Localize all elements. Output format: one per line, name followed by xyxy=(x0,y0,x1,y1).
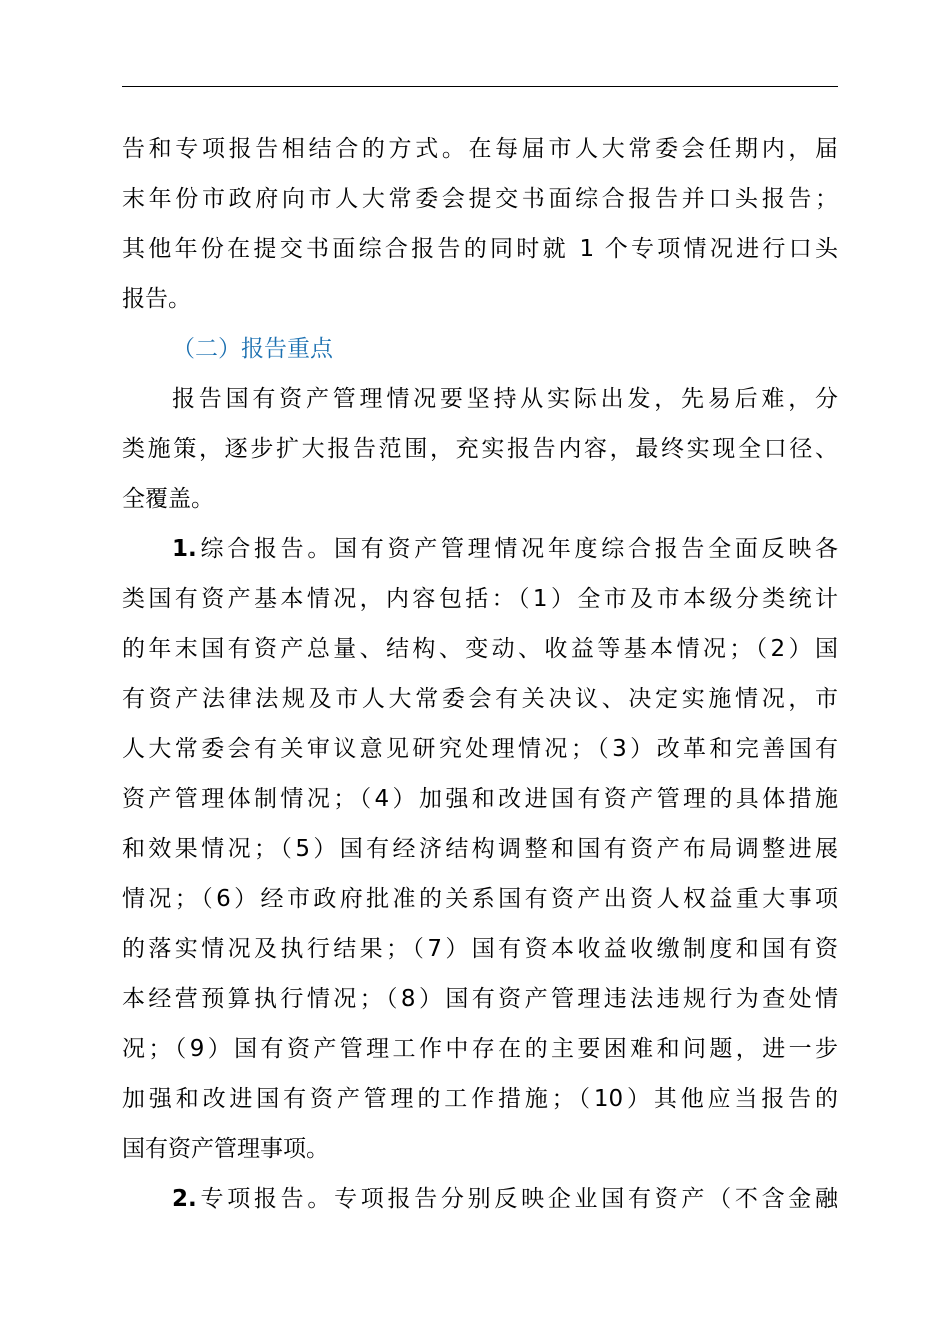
text-line: 和效果情况；（5）国有经济结构调整和国有资产布局调整进展 xyxy=(122,836,838,862)
text-line: 全覆盖。 xyxy=(122,486,214,512)
text-line: 本经营预算执行情况；（8）国有资产管理违法违规行为查处情 xyxy=(122,986,838,1012)
item-text: 综合报告。国有资产管理情况年度综合报告全面反映各 xyxy=(196,536,838,562)
document-body xyxy=(122,124,838,1224)
text-line: 末年份市政府向市人大常委会提交书面综合报告并口头报告； xyxy=(122,186,838,212)
text-line: 类国有资产基本情况，内容包括：（1）全市及市本级分类统计 xyxy=(122,586,838,612)
text-line: 报告国有资产管理情况要坚持从实际出发，先易后难，分 xyxy=(172,386,838,412)
item-2-first-line xyxy=(122,1174,838,1224)
item-1-first-line xyxy=(122,524,838,574)
text-line: 的年末国有资产总量、结构、变动、收益等基本情况；（2）国 xyxy=(122,636,838,662)
text-line: 加强和改进国有资产管理的工作措施；（10）其他应当报告的 xyxy=(122,1086,838,1112)
item-number: 2. xyxy=(172,1186,197,1212)
text-line: 告和专项报告相结合的方式。在每届市人大常委会任期内，届 xyxy=(122,136,838,162)
text-line: 其他年份在提交书面综合报告的同时就 1 个专项情况进行口头 xyxy=(122,236,838,262)
text-line: 有资产法律法规及市人大常委会有关决议、决定实施情况，市 xyxy=(122,686,838,712)
text-line: 类施策，逐步扩大报告范围，充实报告内容，最终实现全口径、 xyxy=(122,436,838,462)
item-text: 专项报告。专项报告分别反映企业国有资产（不含金融 xyxy=(196,1186,838,1212)
text-line: 国有资产管理事项。 xyxy=(122,1136,329,1162)
text-line: 况；（9）国有资产管理工作中存在的主要困难和问题，进一步 xyxy=(122,1036,838,1062)
header-rule xyxy=(122,86,838,87)
text-line: 资产管理体制情况；（4）加强和改进国有资产管理的具体措施 xyxy=(122,786,838,812)
item-number: 1. xyxy=(172,536,197,562)
section-heading: （二）报告重点 xyxy=(172,336,333,362)
text-line: 人大常委会有关审议意见研究处理情况；（3）改革和完善国有 xyxy=(122,736,838,762)
text-line: 的落实情况及执行结果；（7）国有资本收益收缴制度和国有资 xyxy=(122,936,838,962)
text-line: 情况；（6）经市政府批准的关系国有资产出资人权益重大事项 xyxy=(122,886,838,912)
text-line: 报告。 xyxy=(122,286,191,312)
